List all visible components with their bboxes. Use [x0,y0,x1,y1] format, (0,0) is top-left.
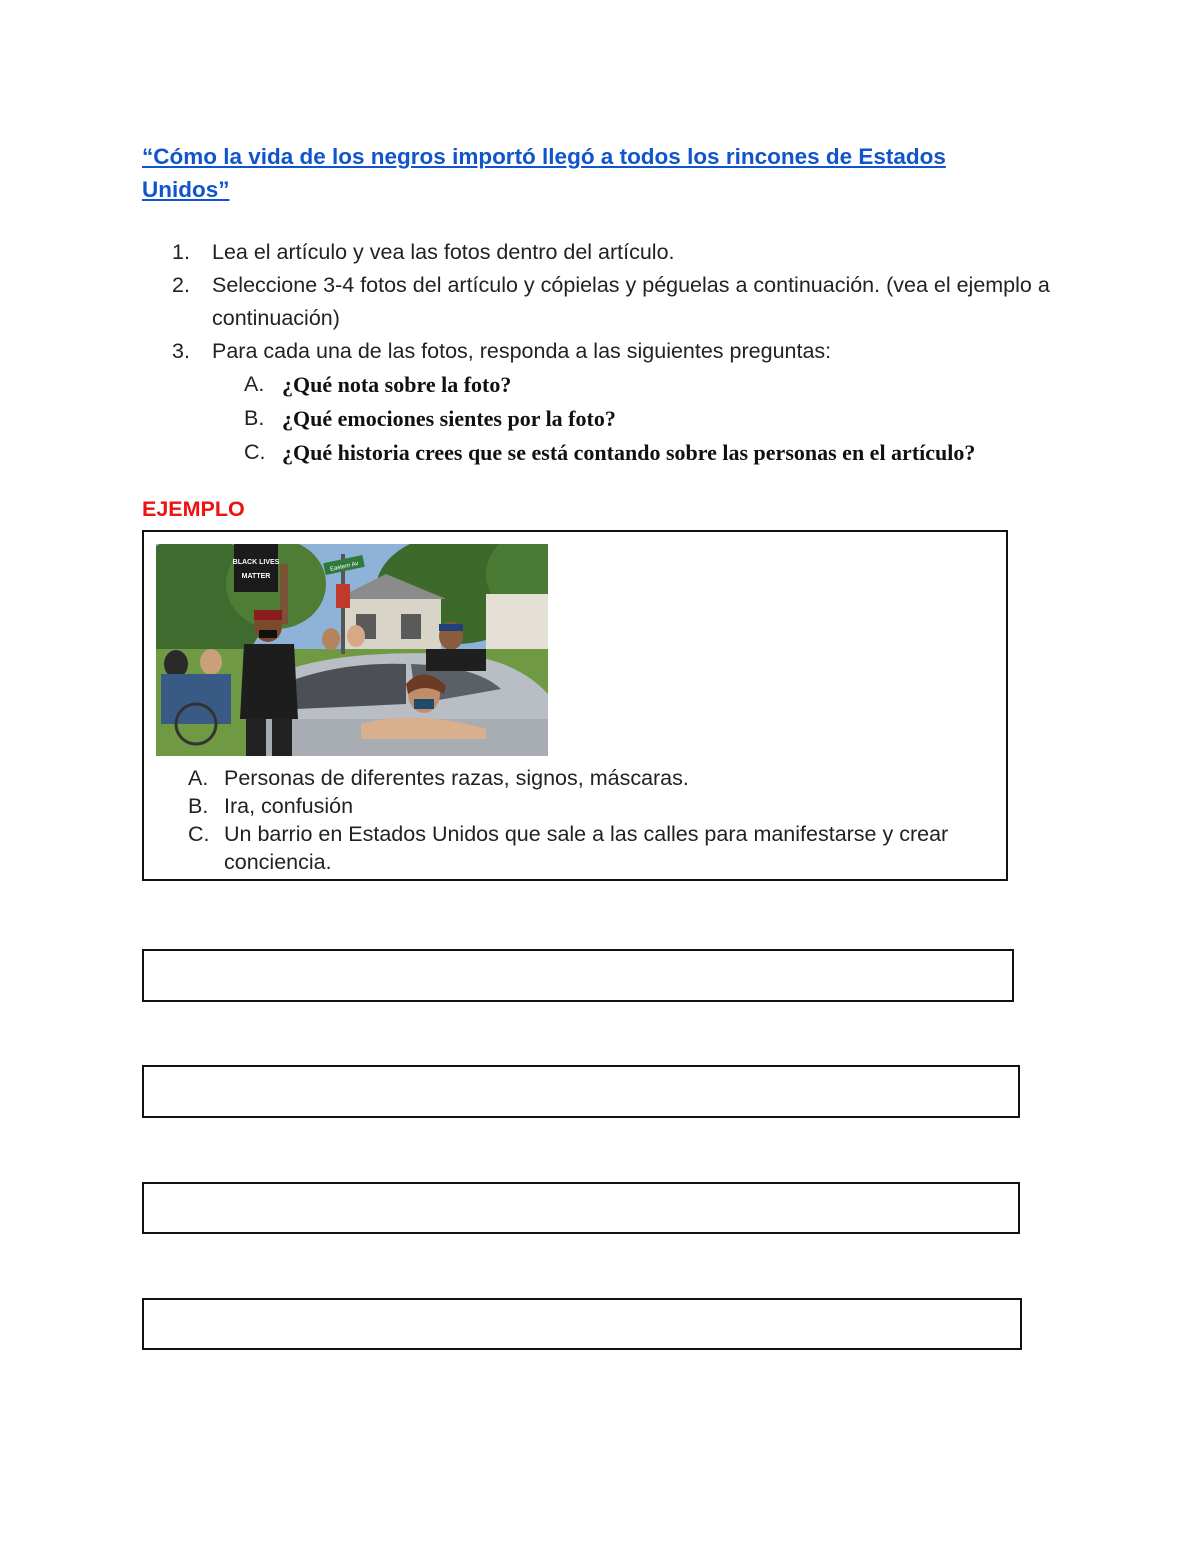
example-answers-list [188,764,968,876]
article-title-link[interactable]: “Cómo la vida de los negros importó llegó a todos los rincones de Estados Unidos” [142,144,946,202]
instruction-text: Lea el artículo y vea las fotos dentro del artículo. [212,240,675,264]
question-letter: B. [244,406,265,430]
sign-text-top: BLACK LIVES [232,559,280,566]
example-protest-photo [156,544,548,756]
instruction-number: 1. [172,240,190,264]
example-heading: EJEMPLO [142,497,245,521]
instruction-text: Para cada una de las fotos, responda a las siguientes preguntas: [212,339,832,363]
instruction-text: Seleccione 3-4 fotos del artículo y cópielas y péguelas a continuación. (vea el ejemplo a continuación) [212,273,1050,330]
answer-box-4[interactable] [142,1298,1022,1350]
street-sign-text: Eastern Av [329,561,360,573]
answer-letter: C. [188,822,210,846]
example-answer-item [188,764,968,792]
question-item [172,368,1052,402]
protest-photo-illustration [156,544,548,756]
question-letter: C. [244,440,266,464]
question-item [172,402,1052,436]
example-answer-item [188,820,968,876]
answer-text: Ira, confusión [224,794,354,818]
example-answer-item [188,792,968,820]
question-text: ¿Qué emociones sientes por la foto? [282,406,616,431]
sign-text-bottom: MATTER [241,573,271,580]
instruction-number: 3. [172,339,190,363]
answer-box-3[interactable] [142,1182,1020,1234]
instructions-list [172,236,1052,470]
instruction-item [172,236,1052,269]
answer-letter: A. [188,766,209,790]
instruction-item [172,335,1052,368]
question-text: ¿Qué nota sobre la foto? [282,372,512,397]
answer-letter: B. [188,794,209,818]
answer-text: Personas de diferentes razas, signos, máscaras. [224,766,689,790]
answer-box-1[interactable] [142,949,1014,1002]
example-box [142,530,1008,881]
question-letter: A. [244,372,265,396]
answer-box-2[interactable] [142,1065,1020,1118]
question-text: ¿Qué historia crees que se está contando sobre las personas en el artículo? [282,440,976,465]
answer-text: Un barrio en Estados Unidos que sale a las calles para manifestarse y crear conciencia. [224,822,949,874]
question-item [172,436,1052,470]
instruction-item [172,269,1052,335]
instruction-number: 2. [172,273,190,297]
